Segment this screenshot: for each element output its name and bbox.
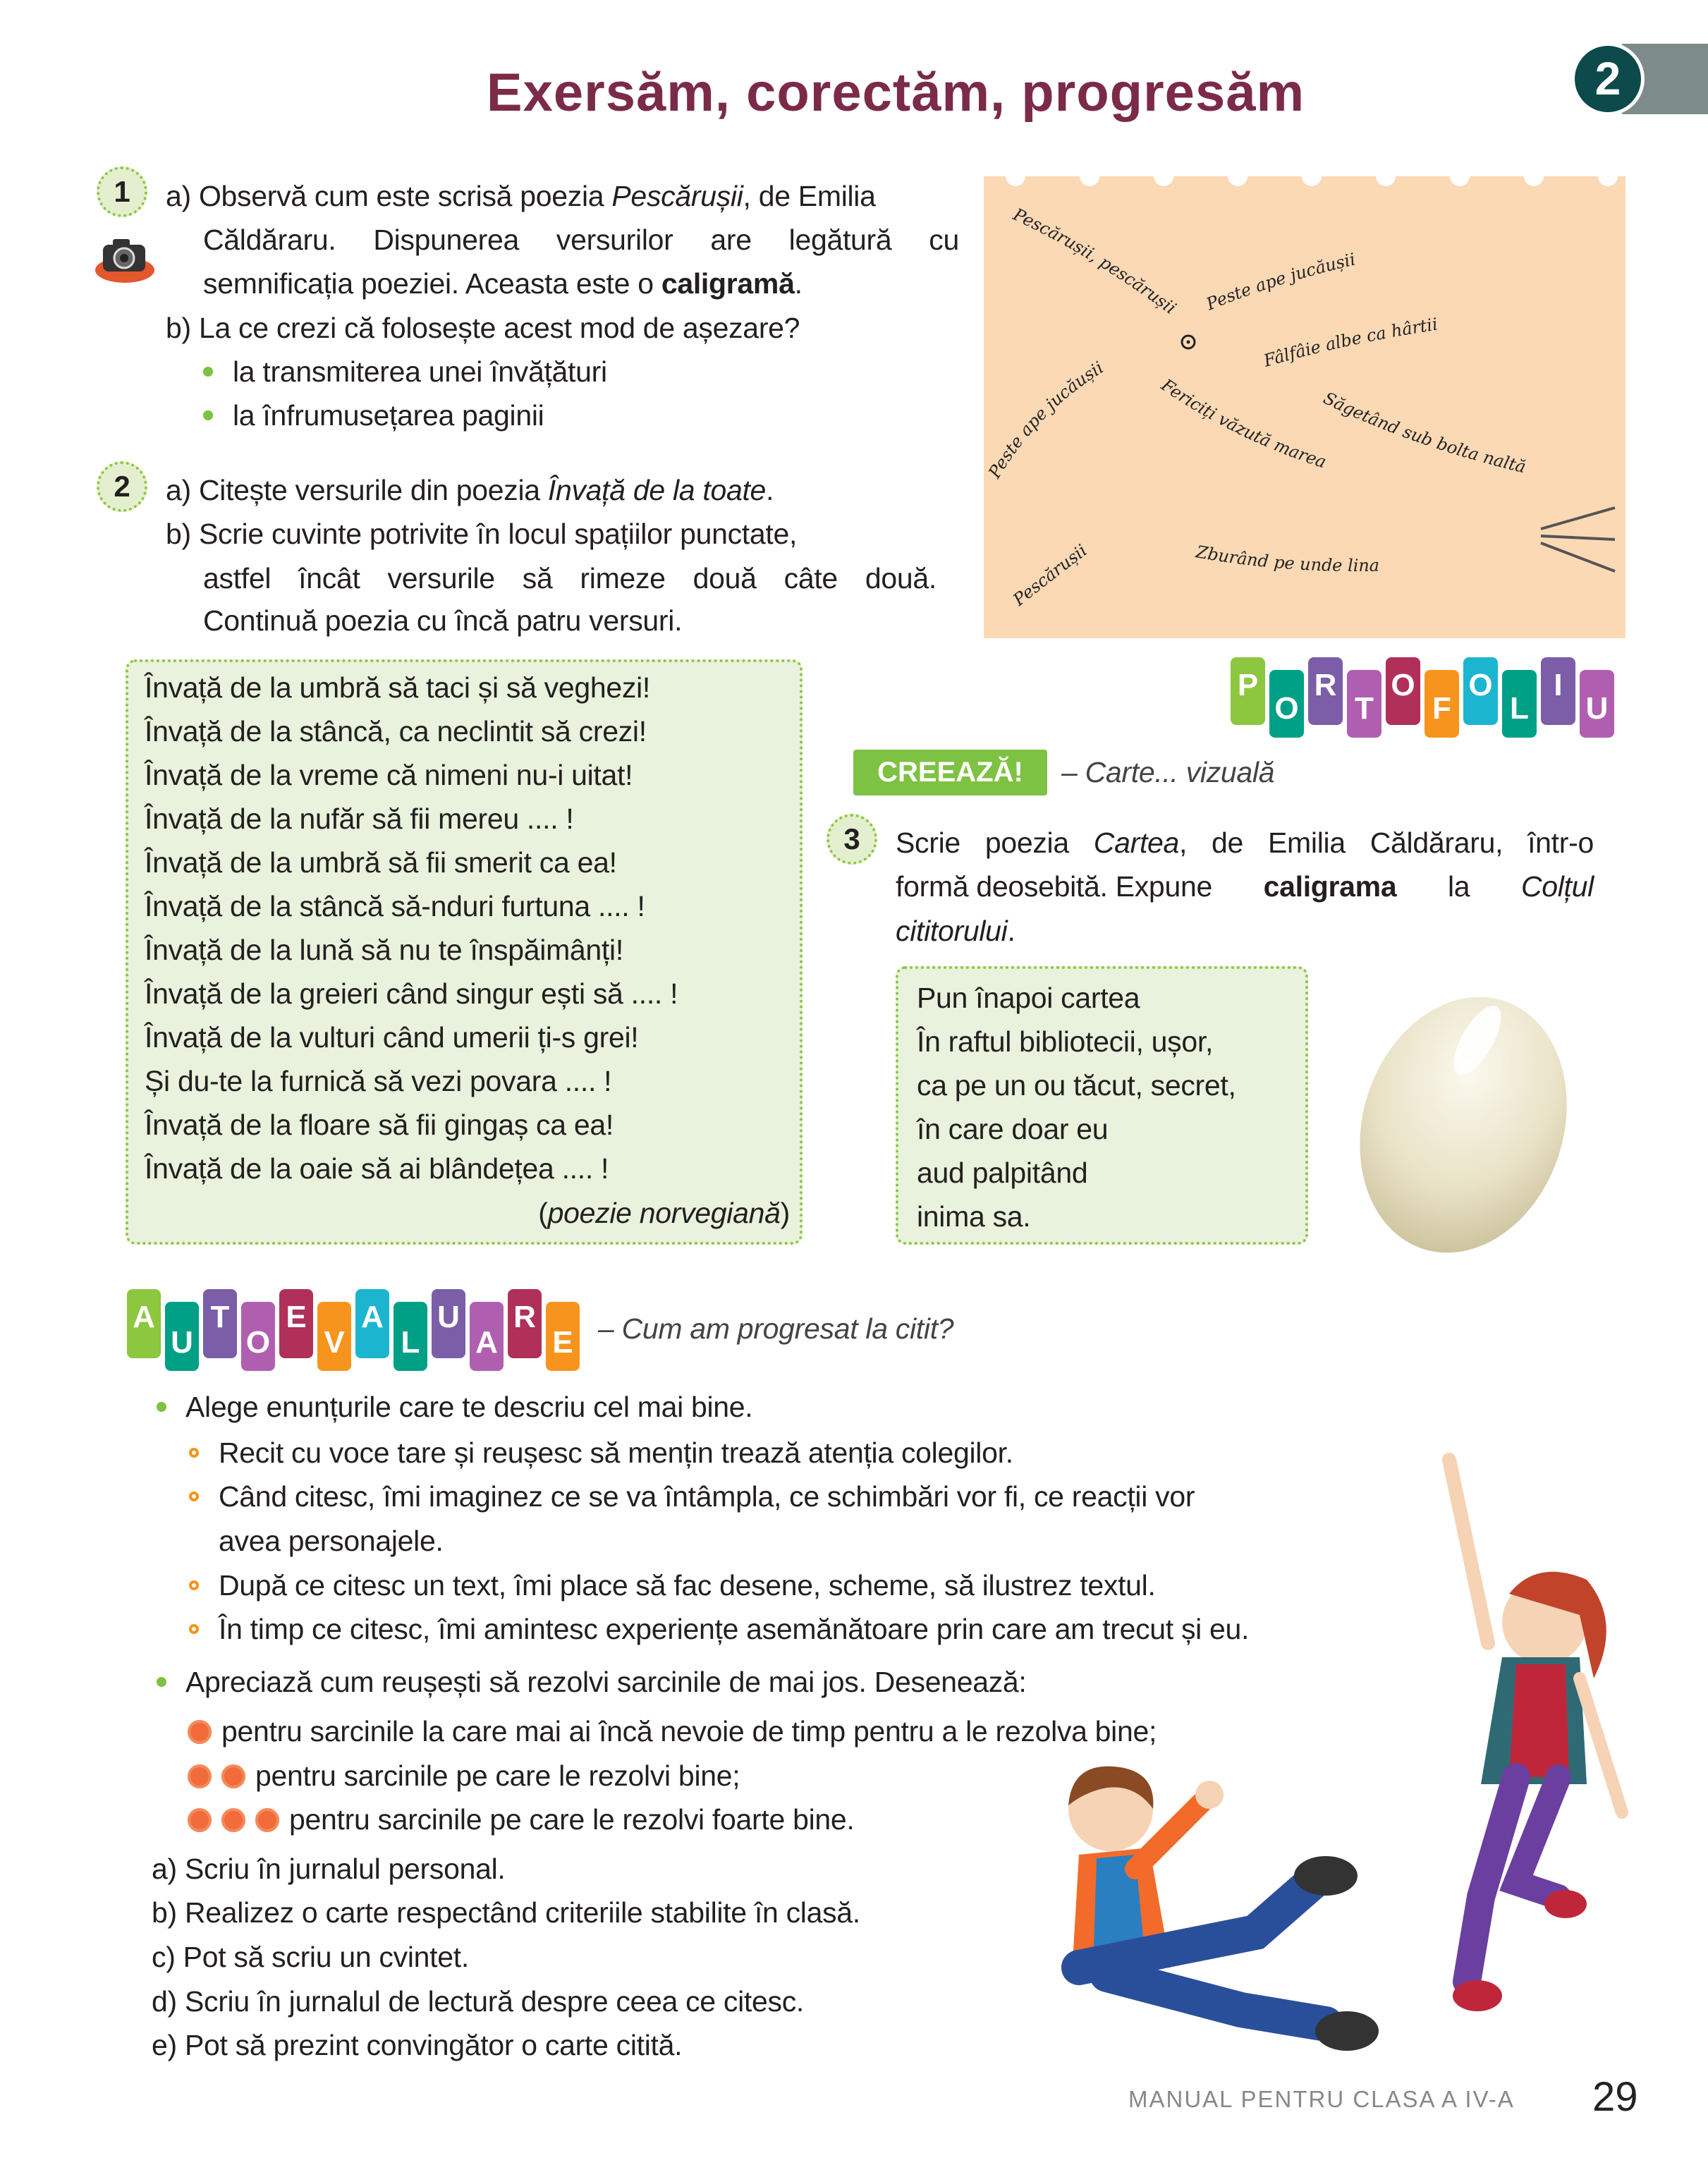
poem-source: (poezie norvegiană) — [538, 1197, 790, 1229]
poem-line: Și du-te la furnică să vezi povara .... ! — [145, 1065, 612, 1097]
portofoliu-letter: O — [1463, 657, 1498, 725]
poem-line: Învață de la greieri când singur ești să .... ! — [145, 977, 678, 1010]
statement: După ce citesc un text, îmi place să fac desene, scheme, să ilustrez textul. — [219, 1569, 1156, 1602]
portofoliu-letter: T — [1347, 670, 1381, 738]
autoevaluare-letter: E — [546, 1302, 580, 1371]
autoevaluare-subtitle: – Cum am progresat la citit? — [598, 1312, 954, 1345]
poem-line: Învață de la stâncă să-nduri furtuna .... ! — [145, 890, 645, 922]
ex2-b-line2: astfel încât versurile să rimeze două câte două. — [203, 562, 937, 594]
portofoliu-letter: F — [1425, 670, 1459, 738]
flower-icon — [188, 1720, 212, 1744]
poem-line: Învață de la oaie să ai blândețea .... ! — [145, 1152, 609, 1185]
page-title: Exersăm, corectăm, progresăm — [486, 63, 1305, 123]
caligram-text: Fericiți văzută marea — [1157, 374, 1329, 472]
unit-number: 2 — [1571, 42, 1645, 116]
portofoliu-letter: O — [1386, 657, 1420, 725]
svg-text:Peste ape jucăușii — [1203, 249, 1358, 314]
caligram-text: Pescărușii, pescărușii — [1010, 204, 1181, 319]
autoevaluare-letter: T — [203, 1289, 237, 1358]
autoevaluare-letter: A — [355, 1289, 389, 1358]
camera-icon — [93, 229, 157, 286]
svg-text:Peste ape jucăușii — [984, 358, 1107, 482]
poem-line: în care doar eu — [917, 1113, 1109, 1145]
rating-row: pentru sarcinile pe care le rezolvi bine; — [188, 1754, 740, 1798]
caligram-text: Fâlfâie albe ca hârtii — [1261, 314, 1439, 371]
autoevaluare-letter: U — [165, 1302, 199, 1371]
portofoliu-letter: O — [1269, 670, 1304, 738]
footer-manual: MANUAL PENTRU CLASA A IV-A — [1128, 2086, 1515, 2112]
autoevaluare-bullet: Apreciază cum reușești să rezolvi sarcinile de mai jos. Desenează: — [185, 1666, 1027, 1698]
flower-icon — [188, 1764, 212, 1788]
autoevaluare-bullet: Alege enunțurile care te descriu cel mai bine. — [185, 1391, 753, 1423]
boy-illustration — [1030, 1756, 1396, 2080]
ex2-b-line1: b) Scrie cuvinte potrivite în locul spațiilor punctate, — [166, 518, 798, 550]
rating-row: pentru sarcinile la care mai ai încă nevoie de timp pentru a le rezolva bine; — [188, 1709, 1157, 1753]
task: c) Pot să scriu un cvintet. — [152, 1941, 469, 1973]
ex1-a-line1: a) Observă cum este scrisă poezia Pescărușii, de Emilia — [166, 180, 876, 212]
autoevaluare-letter: V — [317, 1302, 351, 1371]
ex1-a-line2: Căldăraru. Dispunerea versurilor are legătură cu — [203, 224, 959, 256]
task: d) Scriu în jurnalul de lectură despre ceea ce citesc. — [152, 1985, 804, 2018]
statement: În timp ce citesc, îmi amintesc experiențe asemănătoare prin care am trecut și eu. — [219, 1613, 1250, 1645]
poem-line: Învață de la nufăr să fii mereu .... ! — [145, 803, 574, 835]
caligram-text: Pescărușii — [1009, 540, 1091, 610]
flower-icon — [188, 1808, 212, 1832]
svg-text:Fâlfâie albe ca hârtii — [1261, 314, 1439, 371]
ex3-line1: Scrie poezia Cartea, de Emilia Căldăraru, într-o — [896, 827, 1594, 859]
flower-icon — [255, 1808, 279, 1832]
poem-line: Pun înapoi cartea — [917, 982, 1140, 1014]
ex1-a-line3: semnificația poeziei. Aceasta este o caligramă. — [203, 267, 803, 300]
task: a) Scriu în jurnalul personal. — [152, 1853, 506, 1885]
ex1-option: la înfrumusețarea paginii — [233, 399, 544, 432]
bullet-icon — [203, 367, 213, 377]
girl-illustration — [1410, 1446, 1650, 2024]
ex3-line2: formă deosebită. Expune caligrama la Colțul — [896, 870, 1594, 903]
portofoliu-letter: U — [1580, 670, 1614, 738]
task: b) Realizez o carte respectând criteriile stabilite în clasă. — [152, 1896, 860, 1929]
caligram-text: Peste ape jucăușii — [984, 358, 1107, 482]
autoevaluare-letter: R — [508, 1289, 542, 1358]
poem-line: Învață de la vreme că nimeni nu-i uitat! — [145, 759, 633, 791]
autoevaluare-letter: U — [432, 1289, 465, 1358]
ex2-a-line: a) Citește versurile din poezia Învață de la toate. — [166, 474, 774, 506]
svg-text:Pescărușii — [1009, 540, 1091, 610]
ex1-option: la transmiterea unei învățături — [233, 355, 607, 388]
autoevaluare-letter: E — [279, 1289, 313, 1358]
poem-line: inima sa. — [917, 1200, 1031, 1233]
poem-line: Învață de la vulturi când umerii ți-s grei! — [145, 1021, 639, 1054]
svg-text:Zburând pe unde lina — [1194, 542, 1379, 575]
statement: Când citesc, îmi imaginez ce se va întâmpla, ce schimbări vor fi, ce reacții vor — [219, 1480, 1195, 1513]
poem-line: În raftul bibliotecii, ușor, — [917, 1025, 1214, 1058]
ex2-b-line3: Continuă poezia cu încă patru versuri. — [203, 604, 683, 637]
caligram-image — [984, 176, 1625, 638]
circle-bullet-icon — [189, 1624, 199, 1634]
caligram-text: Săgetând sub bolta naltă — [1320, 388, 1528, 477]
bullet-icon — [203, 410, 213, 420]
poem-line: Învață de la lună să nu te înspăimânți! — [145, 934, 623, 966]
circle-bullet-icon — [189, 1448, 199, 1458]
creeaza-badge: CREEAZĂ! — [853, 750, 1047, 795]
caligram-text: Peste ape jucăușii — [1203, 249, 1358, 315]
statement-continued: avea personajele. — [219, 1525, 444, 1557]
svg-text:Pescărușii, pescărușii — [1010, 205, 1181, 319]
portofoliu-letter: P — [1231, 657, 1265, 725]
bullet-icon — [157, 1402, 166, 1412]
caligram-text: Zburând pe unde lina — [1194, 542, 1380, 576]
poem-line: Învață de la umbră să taci și să veghezi! — [145, 671, 650, 704]
circle-bullet-icon — [189, 1580, 199, 1590]
circle-bullet-icon — [189, 1492, 199, 1501]
poem-line: aud palpitând — [917, 1157, 1088, 1189]
bullet-icon — [157, 1677, 166, 1687]
page-number: 29 — [1592, 2074, 1638, 2120]
poem-line: Învață de la stâncă, ca neclintit să crezi! — [145, 715, 647, 748]
autoevaluare-letter: L — [394, 1302, 427, 1371]
creeaza-subtitle: – Carte... vizuală — [1061, 756, 1275, 788]
portofoliu-letter: R — [1308, 657, 1343, 725]
poem-line: Învață de la floare să fii gingaș ca ea! — [145, 1109, 614, 1141]
flower-icon — [221, 1808, 245, 1832]
svg-text:Săgetând sub bolta naltă — [1320, 388, 1527, 477]
statement: Recit cu voce tare și reușesc să mențin trează atenția colegilor. — [219, 1437, 1013, 1469]
flower-icon — [221, 1764, 245, 1788]
autoevaluare-letter: A — [470, 1302, 504, 1371]
egg-image — [1354, 984, 1573, 1259]
ex3-line3: cititorului. — [896, 915, 1015, 947]
exercise-number: 2 — [97, 461, 147, 512]
exercise-number: 1 — [97, 166, 147, 217]
poem-line: Învață de la umbră să fii smerit ca ea! — [145, 846, 617, 879]
autoevaluare-letter: A — [127, 1289, 161, 1358]
rating-row: pentru sarcinile pe care le rezolvi foarte bine. — [188, 1798, 854, 1841]
autoevaluare-letter: O — [241, 1302, 275, 1371]
exercise-number: 3 — [826, 814, 877, 865]
task: e) Pot să prezint convingător o carte citită. — [152, 2029, 683, 2061]
ex1-b-question: b) La ce crezi că folosește acest mod de așezare? — [166, 312, 800, 344]
poem-line: ca pe un ou tăcut, secret, — [917, 1069, 1236, 1102]
portofoliu-letter: L — [1502, 670, 1537, 738]
svg-text:Fericiți văzută marea — [1157, 374, 1329, 472]
portofoliu-letter: I — [1541, 657, 1575, 725]
